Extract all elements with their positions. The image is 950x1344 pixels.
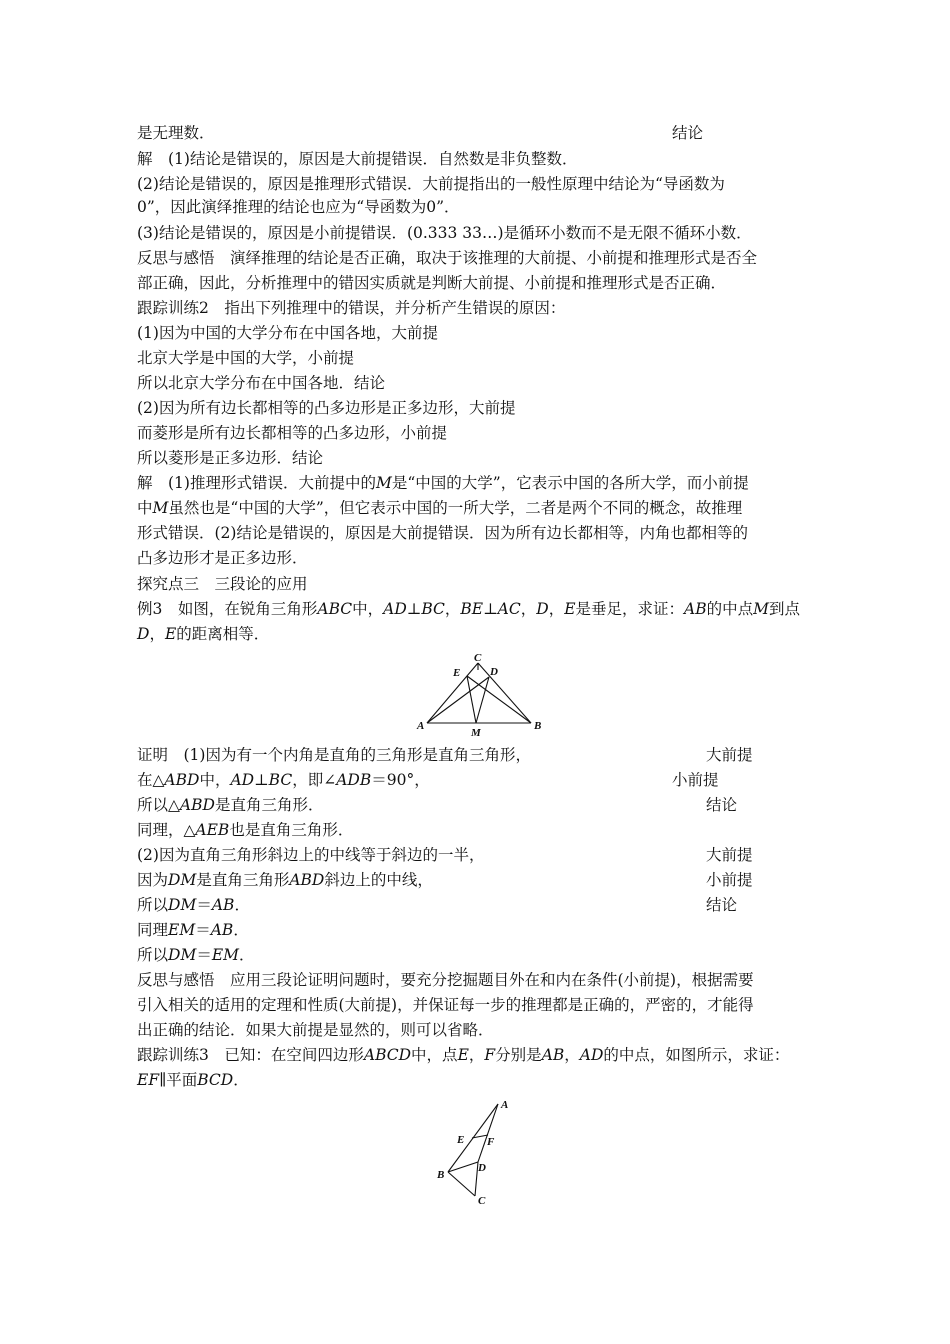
- proof-line: (2)因为直角三角形斜边上的中线等于斜边的一半，: [137, 846, 485, 864]
- text-line: (2)结论是错误的，原因是推理形式错误．大前提指出的一般性原理中结论为“导函数为: [137, 175, 725, 193]
- conclusion-tag: 结论: [706, 896, 738, 914]
- text-line: 解 (1)结论是错误的，原因是大前提错误．自然数是非负整数．: [137, 150, 578, 168]
- proof-line: 在△ABD中，AD⊥BC，即∠ADB＝90°，: [137, 771, 430, 789]
- proof-line: 同理EM＝AB．: [137, 921, 249, 939]
- text-line: (3)结论是错误的，原因是小前提错误．(0.333 33…)是循环小数而不是无限不循环小数．: [137, 224, 752, 242]
- text-line: 所以北京大学分布在中国各地．结论: [137, 374, 386, 392]
- text-line: 是无理数．: [137, 124, 215, 142]
- point-label-m: M: [471, 727, 481, 739]
- point-label-b: B: [534, 720, 542, 732]
- text-line: 凸多边形才是正多边形．: [137, 549, 308, 567]
- text-line: 0”，因此演绎推理的结论也应为“导函数为0”．: [137, 198, 460, 216]
- conclusion-tag: 结论: [706, 796, 738, 814]
- reflection-heading-line: 反思与感悟 演绎推理的结论是否正确，取决于该推理的大前提、小前提和推理形式是否全: [137, 249, 758, 267]
- text-line: (1)因为中国的大学分布在中国各地，大前提: [137, 324, 438, 342]
- text-line: 中M虽然也是“中国的大学”，但它表示中国的一所大学，二者是两个不同的概念，故推理: [137, 499, 743, 517]
- text-line: 部正确，因此，分析推理中的错因实质就是判断大前提、小前提和推理形式是否正确．: [137, 274, 727, 292]
- point-label-d: D: [490, 666, 498, 678]
- section-heading: 探究点三 三段论的应用: [137, 575, 308, 593]
- text-line: (2)因为所有边长都相等的凸多边形是正多边形，大前提: [137, 399, 516, 417]
- point-label-d: D: [478, 1162, 486, 1174]
- major-premise-tag: 大前提: [706, 846, 753, 864]
- text-line: 形式错误．(2)结论是错误的，原因是大前提错误．因为所有边长都相等，内角也都相等的: [137, 524, 748, 542]
- proof-line: 所以DM＝AB．: [137, 896, 250, 914]
- example-3-line: D，E的距离相等．: [137, 625, 270, 643]
- proof-line: 同理，△AEB也是直角三角形．: [137, 821, 354, 839]
- text-line: 而菱形是所有边长都相等的凸多边形，小前提: [137, 424, 448, 442]
- exercise-3-heading: 跟踪训练3 已知：在空间四边形ABCD中，点E，F分别是AB，AD的中点，如图所示，求证：: [137, 1046, 790, 1064]
- text-line: 所以菱形是正多边形．结论: [137, 449, 324, 467]
- point-label-b: B: [437, 1169, 445, 1181]
- point-label-a: A: [417, 720, 425, 732]
- text-line: 解 (1)推理形式错误．大前提中的M是“中国的大学”，它表示中国的各所大学，而小前提: [137, 474, 749, 492]
- minor-premise-tag: 小前提: [706, 871, 753, 889]
- proof-line: 因为DM是直角三角形ABD斜边上的中线，: [137, 871, 433, 889]
- exercise-2-heading: 跟踪训练2 指出下列推理中的错误，并分析产生错误的原因：: [137, 299, 566, 317]
- text-line: 北京大学是中国的大学，小前提: [137, 349, 355, 367]
- triangle-figure: [410, 648, 550, 740]
- point-label-c: C: [474, 652, 482, 664]
- point-label-a: A: [501, 1099, 509, 1111]
- minor-premise-tag: 小前提: [672, 771, 719, 789]
- text-line: 引入相关的适用的定理和性质(大前提)，并保证每一步的推理都是正确的，严密的，才能得: [137, 996, 754, 1014]
- quadrilateral-figure: [430, 1092, 520, 1210]
- example-3-line: 例3 如图，在锐角三角形ABC中，AD⊥BC，BE⊥AC，D，E是垂足，求证：AB的中点M到点: [137, 600, 801, 618]
- text-line: 出正确的结论．如果大前提是显然的，则可以省略．: [137, 1021, 494, 1039]
- point-label-c: C: [478, 1195, 486, 1207]
- point-label-e: E: [457, 1134, 465, 1146]
- major-premise-tag: 大前提: [706, 746, 753, 764]
- reflection-heading-line: 反思与感悟 应用三段论证明问题时，要充分挖掘题目外在和内在条件(小前提)，根据需要: [137, 971, 754, 989]
- proof-line: 所以△ABD是直角三角形．: [137, 796, 324, 814]
- proof-line: 所以DM＝EM．: [137, 946, 255, 964]
- point-label-e: E: [453, 667, 461, 679]
- conclusion-tag: 结论: [672, 124, 704, 142]
- point-label-f: F: [487, 1136, 495, 1148]
- proof-line: 证明 (1)因为有一个内角是直角的三角形是直角三角形，: [137, 746, 531, 764]
- text-line: EF∥平面BCD．: [137, 1071, 249, 1089]
